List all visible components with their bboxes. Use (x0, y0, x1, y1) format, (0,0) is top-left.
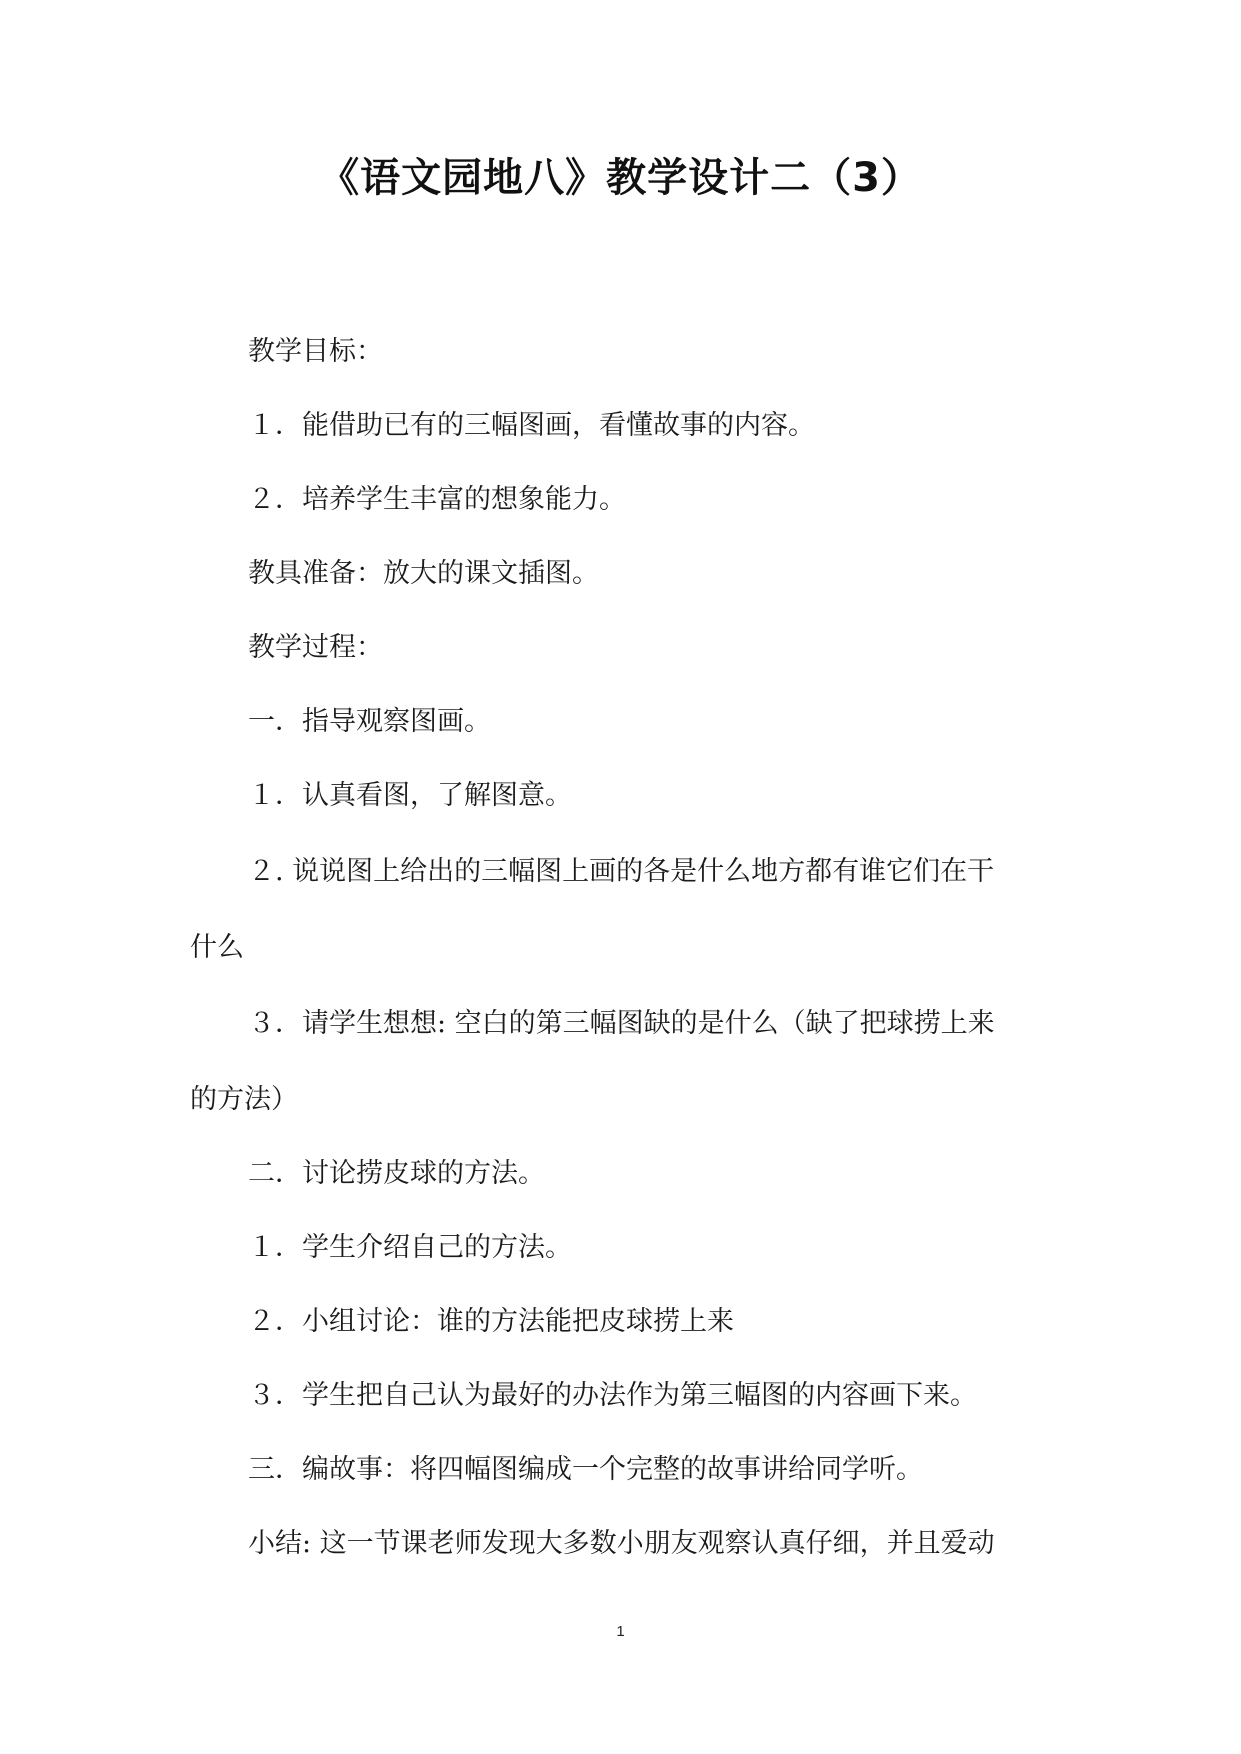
paragraph-line: ２．小组讨论：谁的方法能把皮球捞上来 (248, 1306, 734, 1337)
document-title: 《语文园地八》教学设计二（3） (319, 155, 922, 201)
paragraph-line: 三．编故事：将四幅图编成一个完整的故事讲给同学听。 (248, 1454, 923, 1485)
page-number: 1 (616, 1623, 625, 1640)
paragraph-line: ３．请学生想想: 空白的第三幅图缺的是什么（缺了把球捞上来 (248, 1008, 995, 1039)
paragraph-line: １．能借助已有的三幅图画，看懂故事的内容。 (248, 410, 815, 441)
paragraph-line: 教具准备：放大的课文插图。 (248, 558, 599, 589)
paragraph-line: ２．培养学生丰富的想象能力。 (248, 484, 626, 515)
paragraph-line: ２. 说说图上给出的三幅图上画的各是什么地方都有谁它们在干 (248, 856, 995, 887)
paragraph-line: 教学目标： (248, 336, 383, 367)
paragraph-line: １．学生介绍自己的方法。 (248, 1232, 572, 1263)
paragraph-line: 一．指导观察图画。 (248, 706, 491, 737)
paragraph-line: ３．学生把自己认为最好的办法作为第三幅图的内容画下来。 (248, 1380, 977, 1411)
paragraph-line: 什么 (190, 932, 244, 963)
paragraph-line: 二．讨论捞皮球的方法。 (248, 1158, 545, 1189)
paragraph-line: 的方法） (190, 1084, 298, 1115)
paragraph-line: 小结: 这一节课老师发现大多数小朋友观察认真仔细，并且爱动 (248, 1528, 995, 1559)
paragraph-line: 教学过程： (248, 632, 383, 663)
paragraph-line: １．认真看图，了解图意。 (248, 780, 572, 811)
